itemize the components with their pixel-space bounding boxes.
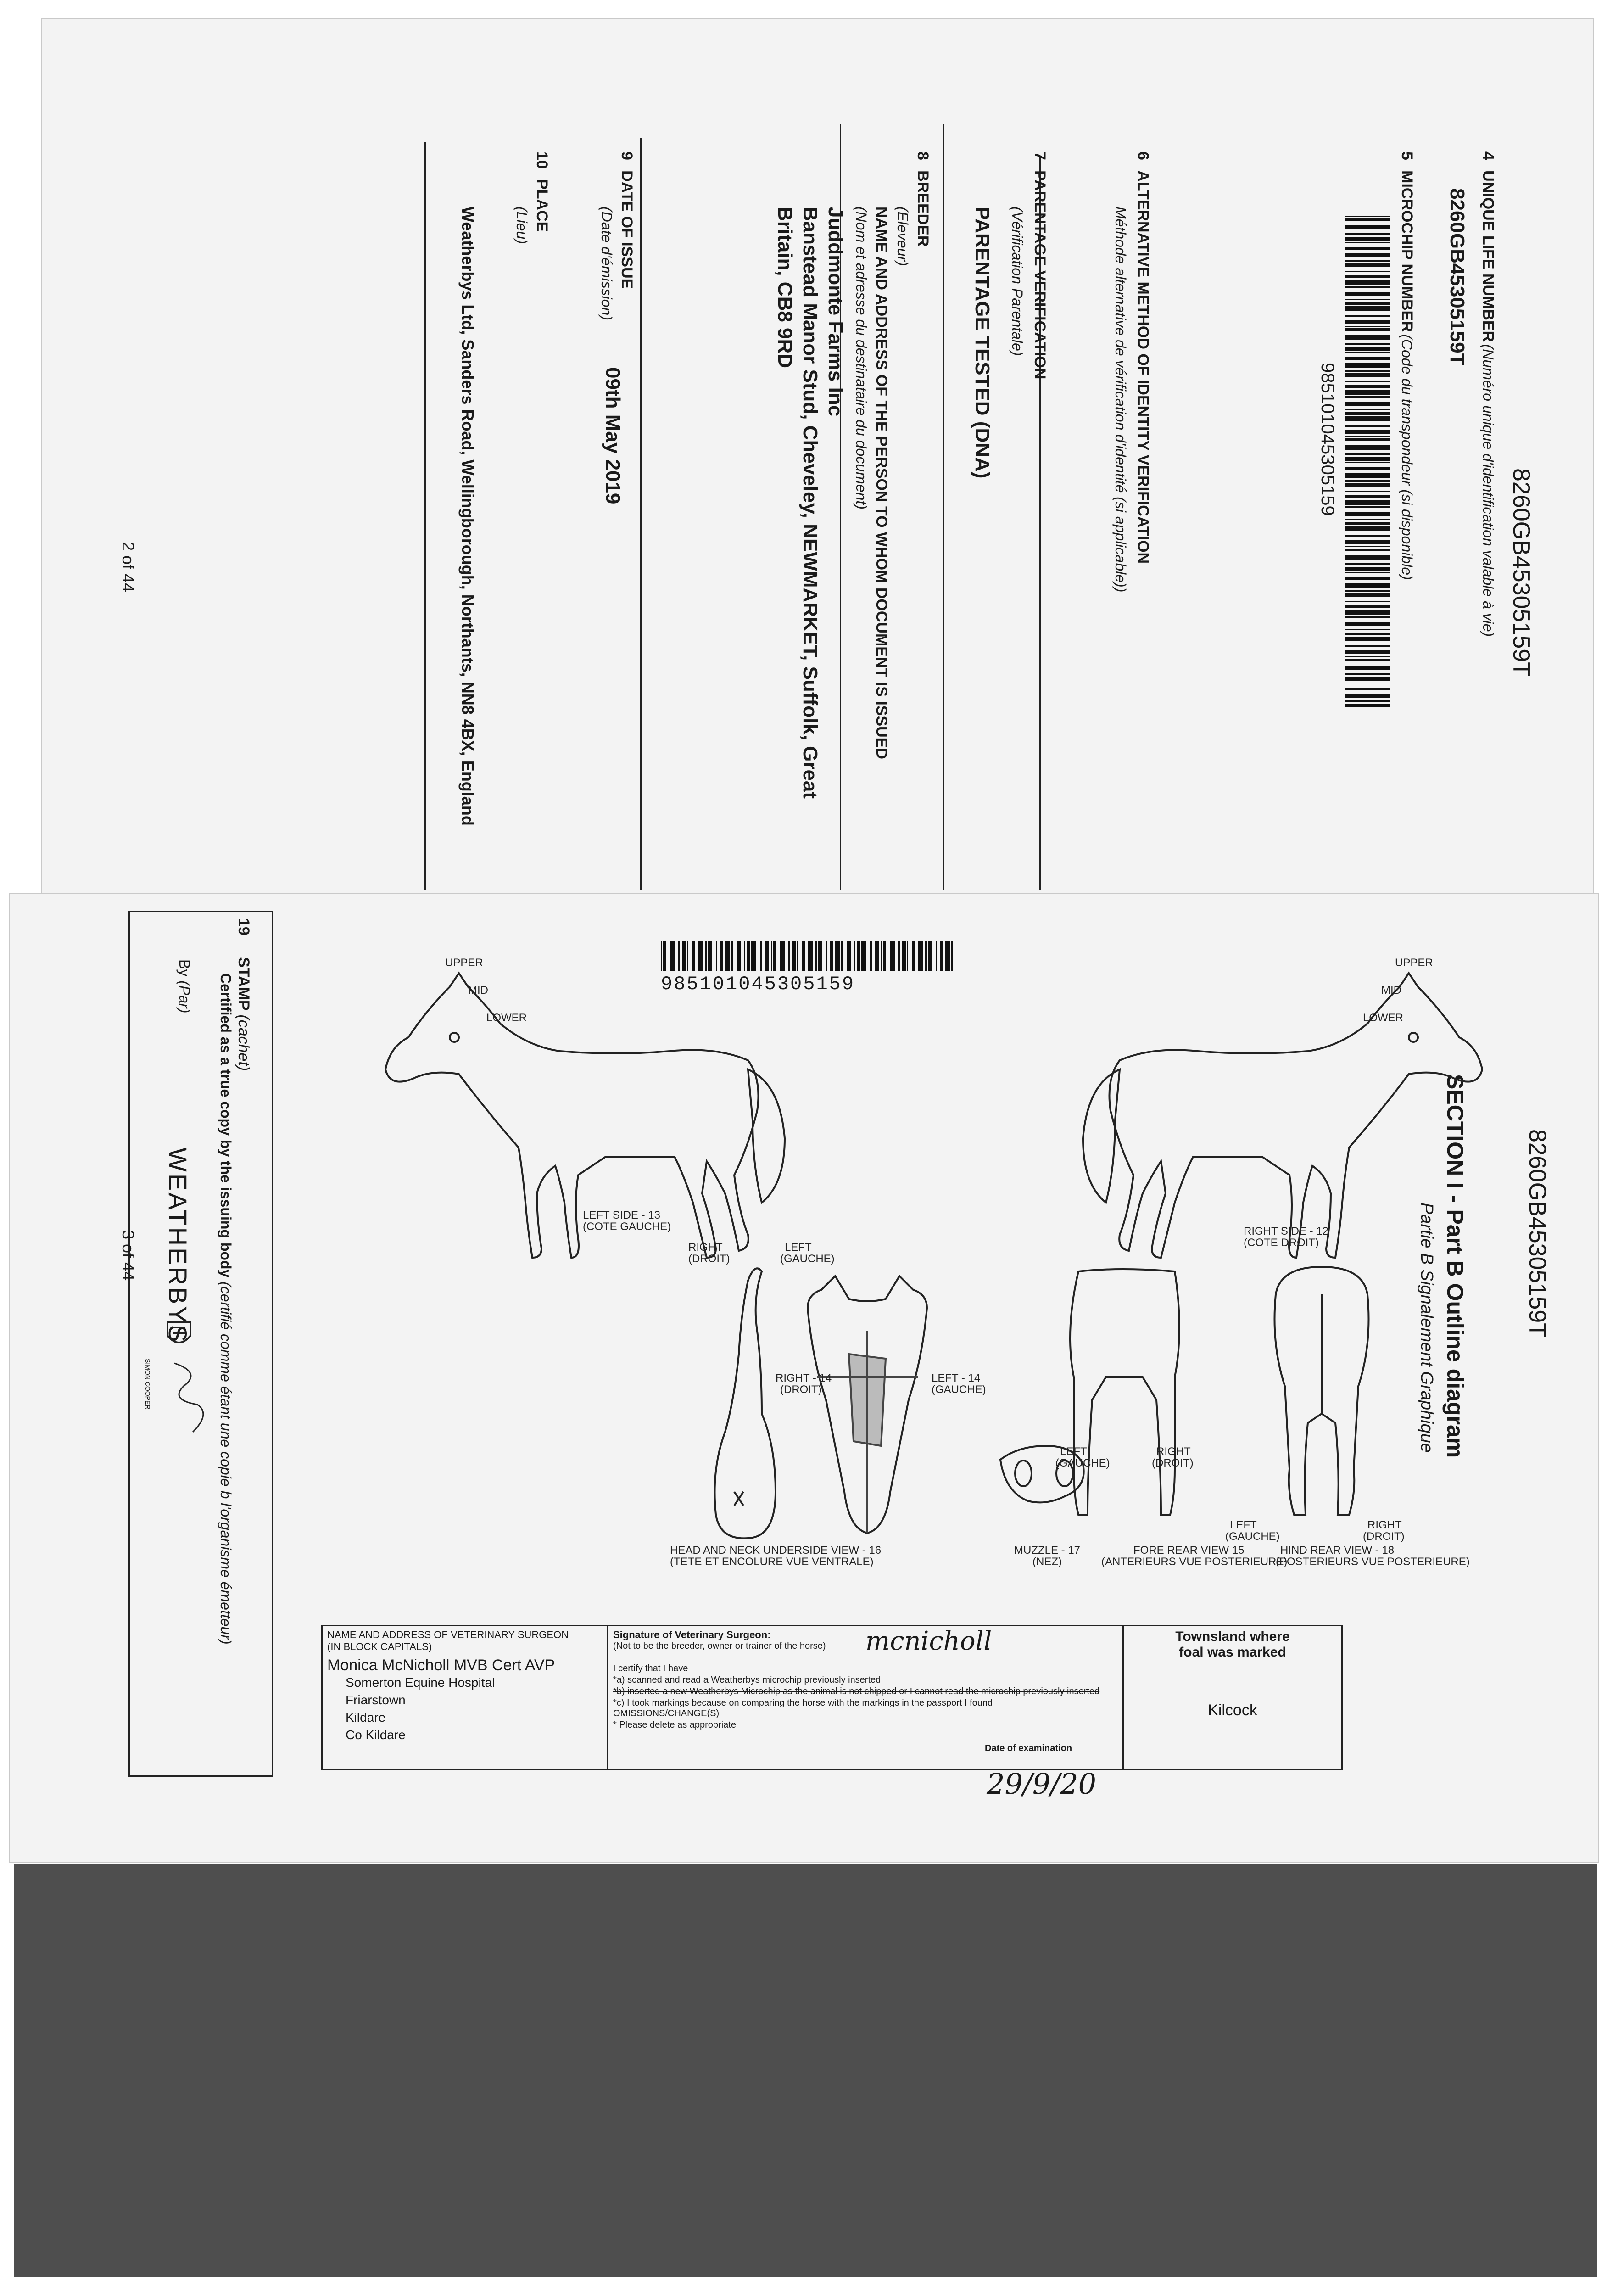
barcode-bar [1345, 373, 1390, 377]
neck-mid-label-left: MID [468, 984, 488, 996]
muzzle-label-fr: (NEZ) [1032, 1556, 1062, 1568]
townland-cell [1124, 1626, 1341, 1769]
header-ule-page3: 8260GB45305159T [1524, 1129, 1551, 1338]
horse-neck-underside [715, 1268, 776, 1538]
barcode-bar [1345, 286, 1390, 288]
field-5-label: MICROCHIP NUMBER [1398, 170, 1416, 332]
barcode-bar [1345, 425, 1390, 427]
by-label: By [176, 959, 193, 977]
hind-rear-label: HIND REAR VIEW - 18 [1280, 1544, 1395, 1556]
field-6-label: ALTERNATIVE METHOD OF IDENTITY VERIFICATION [1134, 170, 1152, 564]
townland-value: Kilcock [1208, 1702, 1257, 1719]
field-8-sublabel-fr: (Nom et adresse du destinataire du document) [853, 207, 870, 509]
field-5-label-fr: (Code du transpondeur (si disponible) [1399, 334, 1415, 580]
barcode-bar [1345, 577, 1390, 580]
barcode-bar [1345, 216, 1390, 217]
field-7 [1031, 151, 1049, 379]
certified-text: Certified as a true copy by the issuing body [218, 973, 234, 1278]
fore-left-label: LEFT [1060, 1445, 1087, 1458]
barcode-bar [1345, 637, 1390, 641]
barcode-bar [1345, 306, 1390, 311]
barcode-bar [1345, 409, 1390, 410]
outline-diagram [321, 918, 1537, 1616]
field-10-label-fr: (Lieu) [513, 207, 530, 244]
stamp-signatory: SIMON COOPER [144, 1359, 151, 1410]
weatherbys-stamp: WEATHERBYS [163, 1148, 192, 1344]
field-10-label: PLACE [533, 179, 551, 232]
vet-name-label: NAME AND ADDRESS OF VETERINARY SURGEON [327, 1629, 569, 1640]
right-label: RIGHT [688, 1241, 723, 1254]
barcode-bar [1345, 260, 1390, 262]
barcode-bar [1345, 271, 1390, 272]
field-6 [1134, 151, 1152, 564]
barcode-bar [1345, 610, 1390, 615]
fore-right-label-fr: (DROIT) [1152, 1457, 1194, 1469]
barcode-bar [1345, 335, 1390, 340]
barcode-bar [1345, 416, 1390, 421]
horse-head-front [808, 1276, 927, 1533]
left-label: LEFT [785, 1241, 812, 1254]
right-side-label: RIGHT SIDE - 12 [1244, 1225, 1328, 1237]
barcode-bar [1345, 445, 1390, 450]
barcode-bar [1345, 500, 1390, 505]
barcode-bar [1345, 633, 1390, 635]
barcode-bar [1345, 292, 1390, 296]
vet-address-2: Friarstown [346, 1693, 406, 1707]
certified-text-fr: (certifié comme étant une copie b l'organisme émetteur) [218, 1282, 234, 1645]
barcode-bar [1345, 473, 1390, 478]
barcode-bar [1345, 320, 1390, 324]
fore-rear-label: FORE REAR VIEW 15 [1133, 1544, 1245, 1556]
date-exam-label: Date of examination [985, 1743, 1072, 1753]
field-7-label-fr: (Vérification Parentale) [1009, 207, 1026, 356]
field-4-label: UNIQUE LIFE NUMBER [1479, 170, 1497, 342]
hind-rear-label-fr: (POSTERIEURS VUE POSTERIEURE) [1276, 1556, 1470, 1568]
barcode-bar [1345, 302, 1390, 305]
right-label-fr: (DROIT) [688, 1253, 730, 1265]
neck-upper-label-left: UPPER [445, 957, 483, 969]
vet-name: Monica McNicholl MVB Cert AVP [327, 1657, 555, 1674]
barcode-bar [1345, 622, 1390, 626]
field-9-label: DATE OF ISSUE [618, 170, 636, 289]
field-4-value: 8260GB45305159T [1446, 188, 1468, 366]
field-7-label: PARENTAGE VERIFICATION [1031, 170, 1049, 380]
barcode-bar [1345, 616, 1390, 618]
field-9 [618, 151, 636, 289]
option-a: *a) scanned and read a Weatherbys microchip previously inserted [613, 1675, 881, 1685]
neck-lower-label: LOWER [1363, 1012, 1404, 1024]
date-of-issue: 09th May 2019 [602, 367, 624, 504]
neck-upper-label: UPPER [1395, 957, 1433, 969]
section-title: SECTION I - Part B Outline diagram [1442, 1074, 1468, 1458]
barcode-bar [1345, 522, 1390, 525]
townland-label-1: Townsland where [1175, 1629, 1290, 1644]
barcode-bar [1345, 535, 1390, 537]
certify-text: I certify that I have [613, 1663, 688, 1674]
fore-rear-label-fr: (ANTERIEURS VUE POSTERIEURE) [1101, 1556, 1288, 1568]
barcode-bar [1345, 546, 1390, 547]
muzzle-label: MUZZLE - 17 [1014, 1544, 1081, 1556]
barcode-bar [1345, 688, 1390, 690]
barcode-bar [1345, 357, 1390, 360]
vet-address-4: Co Kildare [346, 1728, 406, 1742]
barcode-bar [1345, 629, 1390, 630]
field-5-number: 5 [1398, 151, 1416, 160]
stamp-label: STAMP [235, 957, 252, 1010]
field-4-label-fr: (Numéro unique d'identification valable à vie) [1480, 344, 1496, 637]
barcode-bar [1345, 567, 1390, 571]
barcode-bar [1345, 555, 1390, 560]
head-left-label-fr: (GAUCHE) [932, 1383, 986, 1396]
field-6-number: 6 [1134, 151, 1152, 160]
place-value: Weatherbys Ltd, Sanders Road, Wellingborough, Northants, NN8 4BX, England [458, 207, 477, 826]
barcode-bar [1345, 363, 1390, 368]
field-10-number: 10 [533, 151, 551, 169]
field-6-label-fr: Méthode alternative de vérification d'identité (si applicable)) [1112, 207, 1129, 593]
date-of-examination: 29/9/20 [987, 1767, 1097, 1801]
barcode-bar [1345, 385, 1390, 388]
barcode-bar [1345, 315, 1390, 317]
barcode-bar [1345, 583, 1390, 588]
barcode-bar [1345, 280, 1390, 285]
barcode-bar [1345, 540, 1390, 544]
vet-signature-cell [608, 1626, 1124, 1769]
left-side-label: LEFT SIDE - 13 [583, 1209, 660, 1221]
hind-right-label-fr: (DROIT) [1363, 1530, 1405, 1543]
hind-left-label: LEFT [1230, 1519, 1257, 1531]
breeder-address-2: Britain, CB8 9RD [774, 207, 796, 369]
breeder-address-1: Banstead Manor Stud, Cheveley, NEWMARKET, Suffolk, Great [799, 207, 821, 799]
field-4 [1479, 151, 1497, 637]
head-right-label: RIGHT - 14 [776, 1372, 832, 1384]
barcode-bar [1345, 462, 1390, 463]
stamp-heading [234, 918, 252, 1071]
left-side-label-fr: (COTE GAUCHE) [583, 1220, 671, 1233]
barcode-bar [1345, 666, 1390, 670]
option-c: *c) I took markings because on comparing the horse with the markings in the passport I found OMISSIONS/CHANGE(S) [613, 1698, 993, 1718]
vet-address-3: Kildare [346, 1710, 386, 1724]
barcode-bar [1345, 673, 1390, 675]
barcode-bar [1345, 694, 1390, 698]
scan-shadow [14, 1864, 1597, 2277]
stamp-signature-scribble [165, 1359, 216, 1437]
barcode-bar [1345, 328, 1390, 331]
barcode-bar [1345, 467, 1390, 470]
vet-signature-note: (Not to be the breeder, owner or trainer of the horse) [613, 1641, 826, 1651]
barcode-bar [1345, 590, 1390, 592]
vet-name-cell [323, 1626, 608, 1769]
barcode-bar [1345, 390, 1390, 395]
barcode-bar [1345, 491, 1390, 492]
barcode-bar [1345, 263, 1390, 267]
vet-name-label-2: (IN BLOCK CAPITALS) [327, 1641, 432, 1652]
barcode-bar [1345, 512, 1390, 516]
header-ule: 8260GB45305159T [1508, 468, 1535, 677]
barcode-bar [1345, 650, 1390, 654]
page-number-2: 2 of 44 [119, 542, 138, 593]
barcode-bar [1345, 700, 1390, 702]
barcode-bar [1345, 247, 1390, 250]
barcode-bar [1345, 572, 1390, 573]
weatherbys-crest-icon [163, 1317, 195, 1349]
field-divider [943, 124, 944, 890]
horse-fore-rear [1070, 1269, 1179, 1515]
field-8-sublabel: NAME AND ADDRESS OF THE PERSON TO WHOM DOCUMENT IS ISSUED [873, 207, 890, 759]
barcode-bar [1345, 549, 1390, 551]
barcode-bar [1345, 704, 1390, 707]
vet-address-1: Somerton Equine Hospital [346, 1675, 495, 1690]
delete-note: * Please delete as appropriate [613, 1720, 736, 1730]
field-5 [1398, 151, 1416, 580]
barcode-bar [1345, 601, 1390, 602]
field-9-label-fr: (Date d'émission) [598, 207, 615, 320]
right-side-label-fr: (COTE DROIT) [1244, 1237, 1319, 1249]
field-7-value: PARENTAGE TESTED (DNA) [971, 207, 993, 479]
barcode-bar [1345, 506, 1390, 508]
barcode-bar [1345, 343, 1390, 345]
option-b: *b) inserted a new Weatherbys Microchip as the animal is not chipped or I cannot read the microchip previously inserted [613, 1686, 1100, 1696]
vet-box [321, 1625, 1343, 1770]
field-4-number: 4 [1479, 151, 1497, 160]
fore-right-label: RIGHT [1156, 1445, 1191, 1458]
barcode-bar [1345, 402, 1390, 406]
by-label-fr: (Par) [176, 980, 193, 1013]
barcode-bar [1345, 453, 1390, 455]
barcode-bar [1345, 347, 1390, 351]
field-8-label-fr: (Eleveur) [894, 207, 911, 266]
neck-underside-label: HEAD AND NECK UNDERSIDE VIEW - 16 [670, 1544, 882, 1556]
barcode-bar [1345, 370, 1390, 372]
barcode-bar [1345, 457, 1390, 461]
horse-right-side [1083, 973, 1482, 1258]
field-10 [533, 151, 551, 232]
barcode-bar [1345, 526, 1390, 531]
barcode-bar [1345, 352, 1390, 353]
barcode-bar [1345, 563, 1390, 565]
barcode-bar [1345, 659, 1390, 661]
page-number-3: 3 of 44 [119, 1230, 138, 1281]
hind-right-label: RIGHT [1367, 1519, 1402, 1531]
head-left-label: LEFT - 14 [932, 1372, 981, 1384]
barcode-bar [1345, 381, 1390, 382]
barcode-bar [1345, 605, 1390, 608]
barcode-bar [1345, 233, 1390, 235]
barcode-bar [1345, 656, 1390, 657]
field-9-number: 9 [618, 151, 636, 160]
field-divider [640, 138, 642, 890]
barcode-bar [1345, 225, 1390, 230]
field-8 [914, 151, 932, 246]
neck-underside-label-fr: (TETE ET ENCOLURE VUE VENTRALE) [670, 1556, 874, 1568]
stamp-label-fr: (cachet) [235, 1014, 252, 1071]
vet-signature-label: Signature of Veterinary Surgeon: [613, 1629, 771, 1640]
microchip-barcode [1345, 216, 1390, 711]
field-5-value: 985101045305159 [1317, 363, 1338, 516]
neck-mid-label: MID [1381, 984, 1401, 996]
barcode-bar [1345, 436, 1390, 437]
section-subtitle: Partie B Signalement Graphique [1417, 1203, 1436, 1453]
barcode-bar [1345, 483, 1390, 487]
breeder-name: Juddmonte Farms Inc [824, 207, 847, 417]
barcode-bar [1345, 677, 1390, 681]
barcode-bar [1345, 326, 1390, 327]
barcode-bar [1345, 412, 1390, 415]
field-divider [424, 142, 426, 890]
barcode-bar [1345, 218, 1390, 221]
fore-left-label-fr: (GAUCHE) [1055, 1457, 1110, 1469]
barcode-bar [1345, 275, 1390, 278]
barcode-bar [1345, 253, 1390, 257]
barcode-bar [1345, 237, 1390, 241]
field-8-label: BREEDER [914, 170, 932, 247]
field-7-number: 7 [1031, 151, 1049, 160]
townland-label-2: foal was marked [1179, 1645, 1286, 1660]
left-label-fr: (GAUCHE) [780, 1253, 835, 1265]
stamp-by [176, 959, 193, 1013]
hind-left-label-fr: (GAUCHE) [1225, 1530, 1280, 1543]
vet-signature: mcnicholl [865, 1626, 992, 1656]
head-right-label-fr: (DROIT) [780, 1383, 822, 1396]
neck-lower-label-left: LOWER [486, 1012, 527, 1024]
field-8-number: 8 [914, 151, 932, 160]
barcode-bar [1345, 480, 1390, 482]
barcode-bar [1345, 593, 1390, 597]
microchip-number-page3: 985101045305159 [661, 973, 855, 995]
barcode-bar [1345, 242, 1390, 243]
barcode-bar [1345, 495, 1390, 498]
barcode-bar [1345, 299, 1390, 300]
stamp-certified [217, 973, 234, 1645]
barcode-bar [1345, 396, 1390, 398]
barcode-bar [1345, 645, 1390, 647]
stamp-number: 19 [235, 918, 252, 935]
barcode-bar [1345, 438, 1390, 441]
barcode-bar [1345, 519, 1390, 520]
barcode-bar [1345, 430, 1390, 434]
horse-hind-rear [1275, 1267, 1369, 1515]
